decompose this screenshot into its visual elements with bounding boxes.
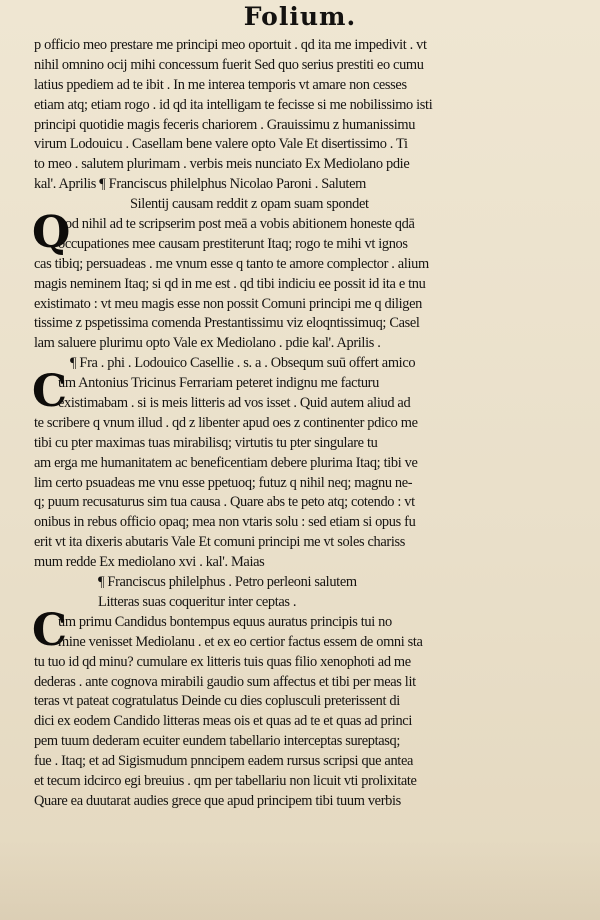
line-text: mine venisset Mediolanu . et ex eo certior factus essem de omni sta (58, 633, 423, 650)
line-text: fue . Itaq; et ad Sigismudum pnncipem eadem rursus scripsi que antea (34, 753, 414, 770)
text-line (34, 175, 574, 195)
line-text: magis neminem Itaq; si qd in me est . qd tibi indiciu ee possit id ita e tnu (34, 275, 426, 292)
folio-header: Folium. (243, 2, 357, 31)
text-line (34, 493, 574, 513)
line-text: Litteras suas coqueritur inter ceptas . (98, 593, 297, 610)
line-text: Quare ea duutarat audies grece que apud principem tibi tuum verbis (34, 792, 401, 809)
text-line (34, 195, 574, 215)
line-text: pem tuum dederam ecuiter eundem tabellario interceptas sureptasq; (34, 733, 401, 750)
text-line (34, 96, 574, 116)
line-text: et tecum idcirco egi breuius . qm per tabellariu non licuit vti prolixitate (34, 772, 417, 789)
line-text: te scribere q vnum illud . qd z libenter apud oes z continenter pdico me (34, 414, 418, 431)
text-line (34, 354, 574, 374)
line-text: mum redde Ex mediolano xvi . kal'. Maias (34, 554, 265, 571)
text-line (34, 434, 574, 454)
text-line (34, 772, 574, 792)
line-text: uod nihil ad te scripserim post meā a vobis abitionem honeste qdā (58, 216, 415, 233)
page-text (34, 36, 574, 812)
text-line (34, 593, 574, 613)
text-line (34, 454, 574, 474)
text-line (34, 255, 574, 275)
text-line (34, 36, 574, 56)
text-line (34, 752, 574, 772)
line-text: to meo . salutem plurimam . verbis meis nunciato Ex Mediolano pdie (34, 156, 410, 173)
text-line (34, 394, 574, 414)
text-line (34, 56, 574, 76)
text-line (34, 135, 574, 155)
line-text: q; puum recusaturus sim tua causa . Quare abs te peto atq; cotendo : vt (34, 494, 415, 511)
text-line (34, 673, 574, 693)
text-line (34, 553, 574, 573)
text-line (34, 653, 574, 673)
line-text: principi quotidie magis feceris chariorem . Grauissimu z humanissimu (34, 116, 416, 133)
line-text: existimabam . si is meis litteris ad vos isset . Quid autem aliud ad (58, 395, 411, 412)
text-line (34, 474, 574, 494)
line-text: virum Lodouicu . Casellam bene valere opto Vale Et disertissimo . Ti (34, 136, 408, 153)
line-text: tissime z pspetissima comenda Prestantissimu viz eloqntissimuq; Casel (34, 315, 420, 332)
page-shade (0, 840, 600, 920)
line-text: tu tuo id qd minu? cumulare ex litteris tuis quas filio xenophoti ad me (34, 653, 411, 670)
text-line (34, 334, 574, 354)
text-line (34, 513, 574, 533)
text-line (34, 275, 574, 295)
line-text: onibus in rebus officio opaq; mea non vtaris solu : sed etiam si opus fu (34, 514, 416, 531)
text-line (34, 155, 574, 175)
line-text: existimato : vt meu magis esse non possit Comuni principi me q diligen (34, 295, 422, 312)
line-text: etiam atq; etiam rogo . id qd ita intelligam te fecisse si me nobilissimo isti (34, 96, 433, 113)
text-line (34, 76, 574, 96)
line-text: um primu Candidus bontempus equus auratus principis tui no (58, 613, 392, 630)
text-line (34, 235, 574, 255)
text-line (34, 633, 574, 653)
line-text: dederas . ante cognova mirabili gaudio sum affectus et tibi per meas lit (34, 673, 416, 690)
line-text: p officio meo prestare me principi meo oportuit . qd ita me impedivit . vt (34, 37, 427, 53)
text-line (34, 573, 574, 593)
line-text: kal'. Aprilis ¶ Franciscus philelphus Nicolao Paroni . Salutem (34, 176, 366, 193)
drop-capital: C (32, 604, 67, 656)
line-text: am erga me humanitatem ac beneficentiam debere plurima Itaq; tibi ve (34, 454, 418, 471)
line-text: Silentij causam reddit z opam suam spondet (130, 196, 369, 213)
text-line (34, 732, 574, 752)
line-text: latius ppediem ad te ibit . In me interea temporis vt amare non cesses (34, 76, 407, 93)
line-text: nihil omnino ocij mihi concessum fuerit Sed quo serius prestiti eo cumu (34, 56, 424, 73)
line-text: um Antonius Tricinus Ferrariam peteret indignu me facturu (58, 375, 379, 392)
text-line (34, 116, 574, 136)
line-text: ¶ Fra . phi . Lodouico Casellie . s. a . Obsequm suū offert amico (70, 355, 416, 372)
line-text: dici ex eodem Candido litteras meas ois et quas ad te et quas ad princi (34, 713, 412, 730)
text-line (34, 712, 574, 732)
line-text: erit vt ita dixeris abutaris Vale Et comuni principi me vt soles chariss (34, 534, 405, 551)
line-text: lim certo psuadeas me vnu esse ppetuoq; futuz q nihil neq; magnu ne- (34, 474, 413, 491)
text-line (34, 792, 574, 812)
text-line (34, 414, 574, 434)
line-text: tibi cu pter maximas tuas mirabilisq; virtutis tu pter singulare tu (34, 434, 378, 451)
line-text: lam saluere plurimu opto Vale ex Mediolano . pdie kal'. Aprilis . (34, 335, 381, 352)
line-text: occupationes mee causam prestiterunt Itaq; rogo te mihi vt ignos (58, 235, 408, 252)
line-text: teras vt pateat cogratulatus Deinde cu dies coplusculi preterissent di (34, 693, 400, 710)
line-text: cas tibiq; persuadeas . me vnum esse q tanto te amore complector . alium (34, 255, 429, 272)
text-line (34, 692, 574, 712)
text-line (34, 295, 574, 315)
line-text: ¶ Franciscus philelphus . Petro perleoni salutem (98, 574, 357, 591)
text-line (34, 533, 574, 553)
drop-capital: Q (32, 207, 70, 259)
drop-capital: C (32, 366, 67, 418)
text-line (34, 314, 574, 334)
